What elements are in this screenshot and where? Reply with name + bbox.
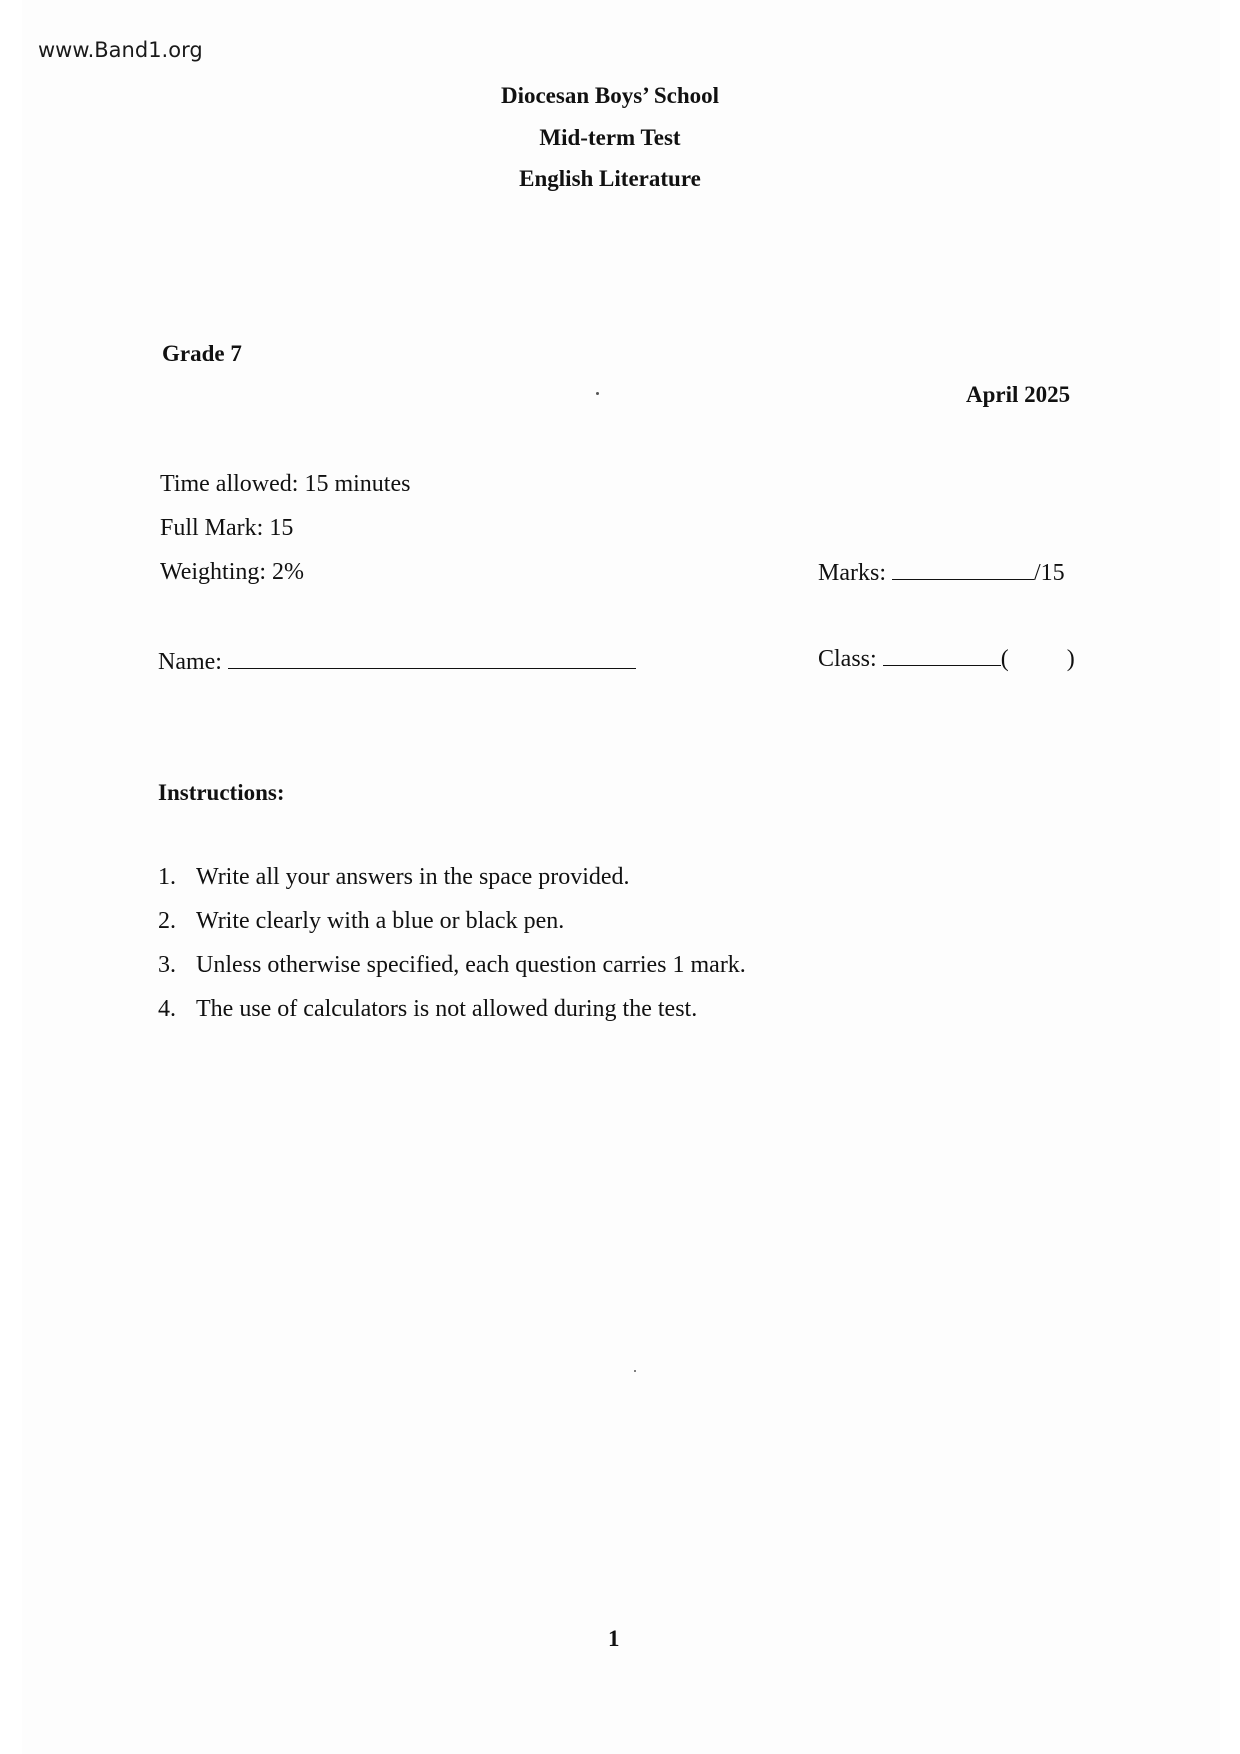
full-mark: Full Mark: 15	[160, 515, 294, 541]
class-field	[818, 643, 1075, 673]
instruction-text: The use of calculators is not allowed during the test.	[196, 996, 698, 1022]
weighting: Weighting: 2%	[160, 559, 305, 585]
instruction-item	[158, 996, 746, 1040]
class-label: Class:	[818, 646, 877, 672]
name-label: Name:	[158, 649, 222, 675]
time-allowed: Time allowed: 15 minutes	[160, 471, 411, 497]
instruction-item	[158, 952, 746, 996]
grade-label: Grade 7	[162, 341, 242, 366]
class-number-open: (	[1000, 646, 1009, 672]
marks-blank[interactable]	[892, 557, 1034, 580]
instructions-title: Instructions:	[158, 780, 285, 805]
class-number-close: )	[1066, 646, 1075, 672]
school-name: Diocesan Boys’ School	[500, 83, 720, 108]
instruction-number: 1.	[158, 864, 176, 890]
instruction-number: 2.	[158, 908, 176, 934]
instruction-number: 4.	[158, 996, 176, 1022]
exam-date: April 2025	[966, 382, 1071, 407]
instruction-number: 3.	[158, 952, 176, 978]
subject-title: English Literature	[519, 166, 701, 191]
scan-speck	[634, 1370, 636, 1372]
instruction-text: Unless otherwise specified, each question carries 1 mark.	[196, 952, 746, 978]
instruction-text: Write all your answers in the space provided.	[196, 864, 630, 890]
instruction-item	[158, 864, 746, 908]
watermark-url: www.Band1.org	[38, 38, 203, 62]
page-number: 1	[608, 1626, 620, 1651]
scan-speck	[596, 392, 599, 395]
class-blank[interactable]	[883, 643, 1001, 666]
name-field	[158, 646, 636, 676]
marks-total: /15	[1034, 560, 1065, 586]
marks-label: Marks:	[818, 560, 886, 586]
name-blank[interactable]	[228, 646, 636, 669]
marks-field	[818, 557, 1065, 587]
instruction-text: Write clearly with a blue or black pen.	[196, 908, 565, 934]
exam-title: Mid-term Test	[539, 125, 681, 150]
instructions-list	[158, 864, 746, 1040]
instruction-item	[158, 908, 746, 952]
